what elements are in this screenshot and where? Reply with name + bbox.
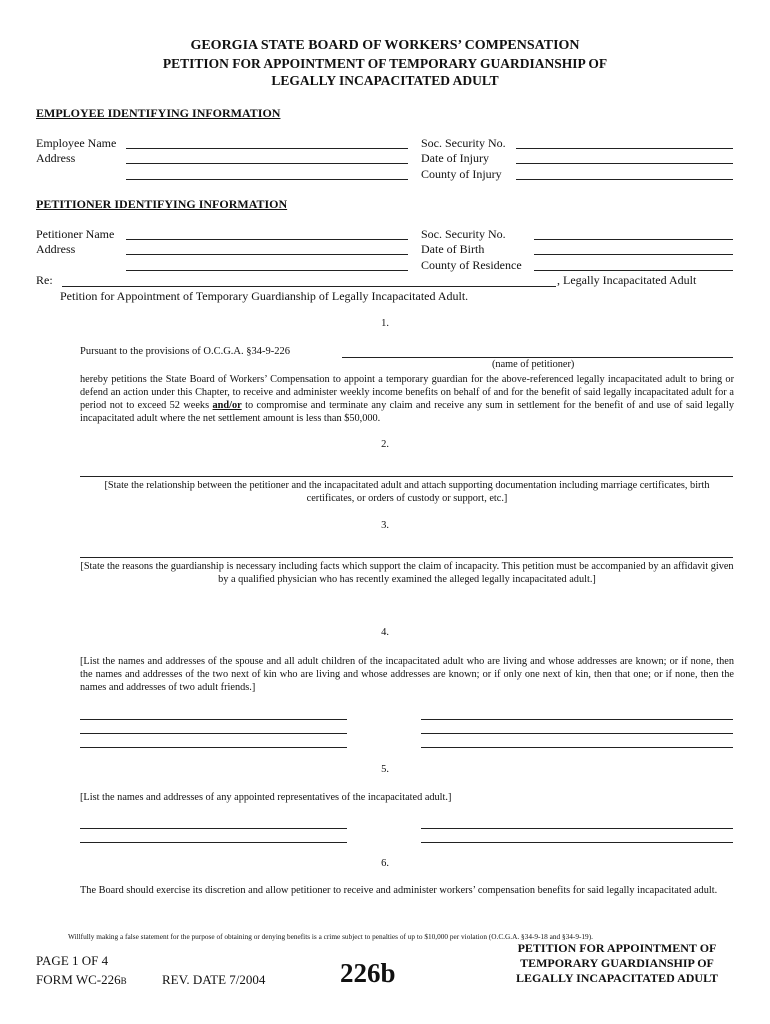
- petitioner-address-field-2[interactable]: [126, 270, 408, 271]
- employee-ssn-field[interactable]: [516, 148, 733, 149]
- section-1-caption: (name of petitioner): [492, 359, 575, 370]
- petitioner-ssn-field[interactable]: [534, 239, 733, 240]
- relatives-left-line-2[interactable]: [80, 733, 347, 734]
- relationship-field[interactable]: [80, 476, 733, 477]
- section-1-number: 1.: [381, 318, 389, 329]
- employee-address-label: Address: [36, 151, 76, 165]
- representatives-right-line-1[interactable]: [421, 828, 733, 829]
- false-statement-warning: Willfully making a false statement for the purpose of obtaining or denying benefits is a crime subject to penalties of up to $10,000 per violation (O.C.G.A. §34-9-18 and §34-9-19).: [68, 932, 593, 941]
- section-2-note: [State the relationship between the petitioner and the incapacitated adult and attach supporting documentation including marriage certificates, birth certificates, or orders of custody or support, etc.]: [104, 480, 710, 504]
- footer-form-number: FORM WC-226b: [36, 972, 127, 987]
- employee-address-field-1[interactable]: [126, 163, 408, 164]
- footer-title-line3: LEGALLY INCAPACITATED ADULT: [515, 971, 718, 985]
- section-3-number: 3.: [381, 520, 389, 531]
- footer-revision-date: REV. DATE 7/2004: [162, 972, 266, 987]
- footer-form-title: [516, 941, 718, 986]
- representatives-left-line-1[interactable]: [80, 828, 347, 829]
- section-1-text: [80, 373, 734, 425]
- petitioner-dob-field[interactable]: [534, 254, 733, 255]
- employee-address-field-2[interactable]: [126, 179, 408, 180]
- section-1-text-b: to compromise and terminate any claim and receive any sum in settlement for the benefit of and use of said legally incapacitated adult where the net settlement amount is less than $50,000.: [80, 400, 734, 424]
- petitioner-address-field-1[interactable]: [126, 254, 408, 255]
- section-6-number: 6.: [381, 858, 389, 869]
- footer-form-code: 226b: [340, 958, 396, 988]
- section-1-intro: Pursuant to the provisions of O.C.G.A. §34-9-226: [80, 346, 290, 357]
- representatives-right-line-2[interactable]: [421, 842, 733, 843]
- employee-county-label: County of Injury: [421, 167, 502, 181]
- re-suffix: , Legally Incapacitated Adult: [557, 273, 697, 287]
- employee-section-heading: EMPLOYEE IDENTIFYING INFORMATION: [36, 106, 281, 120]
- section-2-number: 2.: [381, 439, 389, 450]
- relatives-right-line-2[interactable]: [421, 733, 733, 734]
- footer-title-line2: TEMPORARY GUARDIANSHIP OF: [520, 956, 714, 970]
- section-3-note: [State the reasons the guardianship is necessary including facts which support the claim of incapacity. This petition must be accompanied by an affidavit given by a qualified physician who has recently examined the alleged legally incapacitated adult.]: [80, 561, 734, 585]
- petitioner-name-label: Petitioner Name: [36, 227, 115, 241]
- footer-page: PAGE 1 OF 4: [36, 953, 109, 968]
- petitioner-dob-label: Date of Birth: [421, 242, 485, 256]
- petitioner-county-label: County of Residence: [421, 258, 522, 272]
- footer-title-line1: PETITION FOR APPOINTMENT OF: [517, 941, 717, 955]
- representatives-left-line-2[interactable]: [80, 842, 347, 843]
- board-title: GEORGIA STATE BOARD OF WORKERS’ COMPENSATION: [190, 38, 580, 53]
- employee-name-field[interactable]: [126, 148, 408, 149]
- petitioner-section-heading: PETITIONER IDENTIFYING INFORMATION: [36, 197, 288, 211]
- employee-doi-field[interactable]: [516, 163, 733, 164]
- relatives-right-line-1[interactable]: [421, 719, 733, 720]
- relatives-right-line-3[interactable]: [421, 747, 733, 748]
- petitioner-ssn-label: Soc. Security No.: [421, 227, 506, 241]
- section-4-number: 4.: [381, 627, 389, 638]
- section-5-number: 5.: [381, 764, 389, 775]
- employee-doi-label: Date of Injury: [421, 151, 489, 165]
- employee-county-field[interactable]: [516, 179, 733, 180]
- and-or-emphasis: and/or: [212, 400, 242, 411]
- petitioner-name-field[interactable]: [126, 239, 408, 240]
- petitioner-address-label: Address: [36, 242, 76, 256]
- relatives-left-line-3[interactable]: [80, 747, 347, 748]
- form-title-line1: PETITION FOR APPOINTMENT OF TEMPORARY GUARDIANSHIP OF: [162, 56, 608, 71]
- section-1-text-a: hereby petitions the State Board of Workers’ Compensation to appoint a temporary guardian for the above-referenced legally incapacitated adult to bring or defend an action under this Chapter, to receive and administer weekly income benefits on behalf of and for the benefit of said legally incapacitated adult for a period not to exceed 52 weeks: [80, 374, 734, 411]
- re-label: Re:: [36, 273, 53, 287]
- section-6-text: The Board should exercise its discretion and allow petitioner to receive and administer workers’ compensation benefits for said legally incapacitated adult.: [80, 885, 718, 896]
- relatives-left-line-1[interactable]: [80, 719, 347, 720]
- section-5-note: [List the names and addresses of any appointed representatives of the incapacitated adult.]: [80, 792, 452, 803]
- reasons-field[interactable]: [80, 557, 733, 558]
- re-name-field[interactable]: [62, 286, 556, 287]
- petitioner-county-field[interactable]: [534, 270, 733, 271]
- section-4-note: [List the names and addresses of the spouse and all adult children of the incapacitated adult who are living and whose addresses are known; or if none, then the names and addresses of the two next of kin who are living and whose addresses are known; or if only one next of kin, then that one; or if none, then the names and addresses of two adult friends.]: [80, 656, 734, 693]
- employee-ssn-label: Soc. Security No.: [421, 136, 506, 150]
- employee-name-label: Employee Name: [36, 136, 117, 150]
- form-title-line2: LEGALLY INCAPACITATED ADULT: [271, 73, 499, 88]
- re-subject: Petition for Appointment of Temporary Guardianship of Legally Incapacitated Adult.: [60, 289, 469, 303]
